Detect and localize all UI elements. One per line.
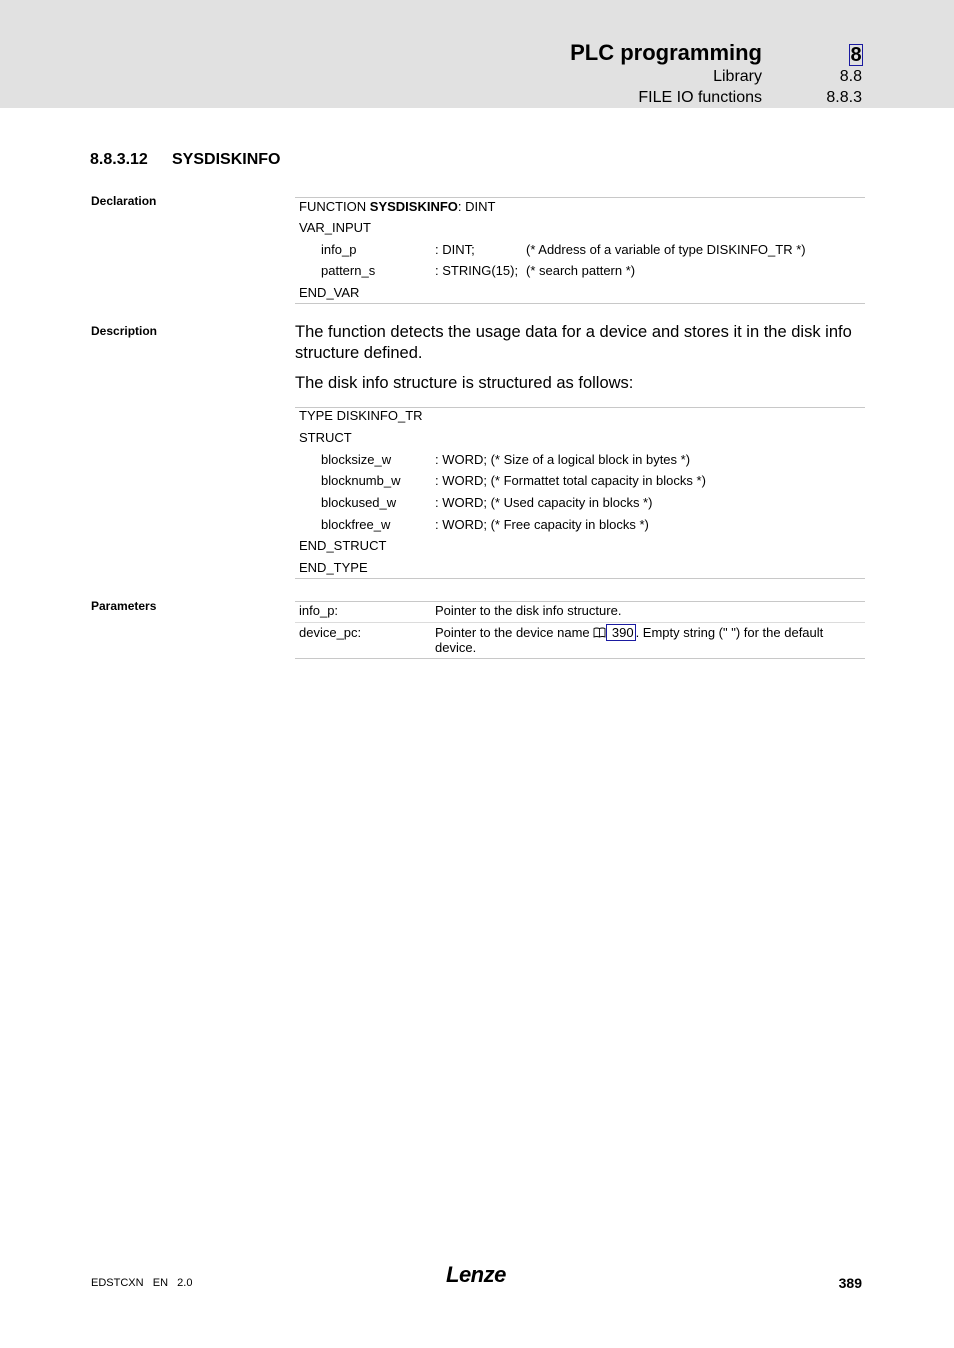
function-keyword: FUNCTION [299, 199, 370, 214]
struct-line: STRUCT [299, 430, 352, 445]
function-line [299, 199, 495, 214]
param-name: info_p: [299, 603, 339, 618]
subsection-title-file-io: FILE IO functions [638, 89, 762, 106]
lenze-logo: Lenze [446, 1262, 506, 1287]
field-name: blockused_w [321, 495, 397, 510]
field-def: : WORD; (* Formattet total capacity in blocks *) [435, 473, 706, 488]
param-desc-text: . Empty string (" ") for the default [635, 625, 824, 640]
end-var-line: END_VAR [299, 285, 360, 300]
end-struct-line: END_STRUCT [299, 538, 387, 553]
section-heading [90, 151, 280, 169]
var-comment: (* search pattern *) [526, 263, 636, 278]
param-description [435, 625, 823, 640]
field-def: : WORD; (* Used capacity in blocks *) [435, 495, 653, 510]
field-def: : WORD; (* Size of a logical block in bytes *) [435, 452, 691, 467]
var-type: : DINT; [435, 242, 475, 257]
param-description-continued: device. [435, 640, 477, 655]
subsection-number-file-io: 8.8.3 [826, 89, 862, 106]
field-name: blocksize_w [321, 452, 392, 467]
header-band [0, 0, 954, 108]
param-description: Pointer to the disk info structure. [435, 603, 622, 618]
var-name: pattern_s [321, 263, 376, 278]
chapter-title: PLC programming [570, 40, 762, 65]
var-type: : STRING(15); [435, 263, 519, 278]
param-desc-text: Pointer to the device name [435, 625, 594, 640]
section-number-library: 8.8 [839, 68, 862, 85]
var-comment: (* Address of a variable of type DISKINFO_TR *) [526, 242, 806, 257]
field-name: blocknumb_w [321, 473, 401, 488]
field-name: blockfree_w [321, 517, 391, 532]
description-label: Description [91, 324, 158, 338]
parameters-table [295, 601, 865, 659]
field-def: : WORD; (* Free capacity in blocks *) [435, 517, 649, 532]
end-type-line: END_TYPE [299, 560, 368, 575]
description-paragraph: The function detects the usage data for a device and stores it in the disk info structure defined. [295, 323, 852, 362]
var-input-line: VAR_INPUT [299, 220, 371, 235]
section-number: 8.8.3.12 [90, 151, 148, 168]
param-name: device_pc: [299, 625, 362, 640]
structure-intro: The disk info structure is structured as follows: [295, 374, 634, 392]
function-return-type: : DINT [457, 199, 496, 214]
page-reference-link[interactable]: 390 [608, 625, 634, 640]
declaration-box [295, 197, 865, 304]
chapter-number-link[interactable]: 8 [850, 44, 862, 66]
function-name: SYSDISKINFO [369, 199, 458, 214]
section-title-library: Library [713, 68, 762, 85]
row-divider [295, 622, 865, 623]
document-id: EDSTCXN EN 2.0 [91, 1277, 193, 1289]
struct-definition-box [295, 407, 865, 579]
var-name: info_p [321, 242, 357, 257]
page-number: 389 [838, 1275, 862, 1291]
declaration-label: Declaration [91, 194, 157, 208]
parameters-label: Parameters [91, 599, 157, 613]
book-icon [593, 627, 606, 638]
type-line: TYPE DISKINFO_TR [299, 408, 423, 423]
section-name: SYSDISKINFO [172, 151, 281, 168]
